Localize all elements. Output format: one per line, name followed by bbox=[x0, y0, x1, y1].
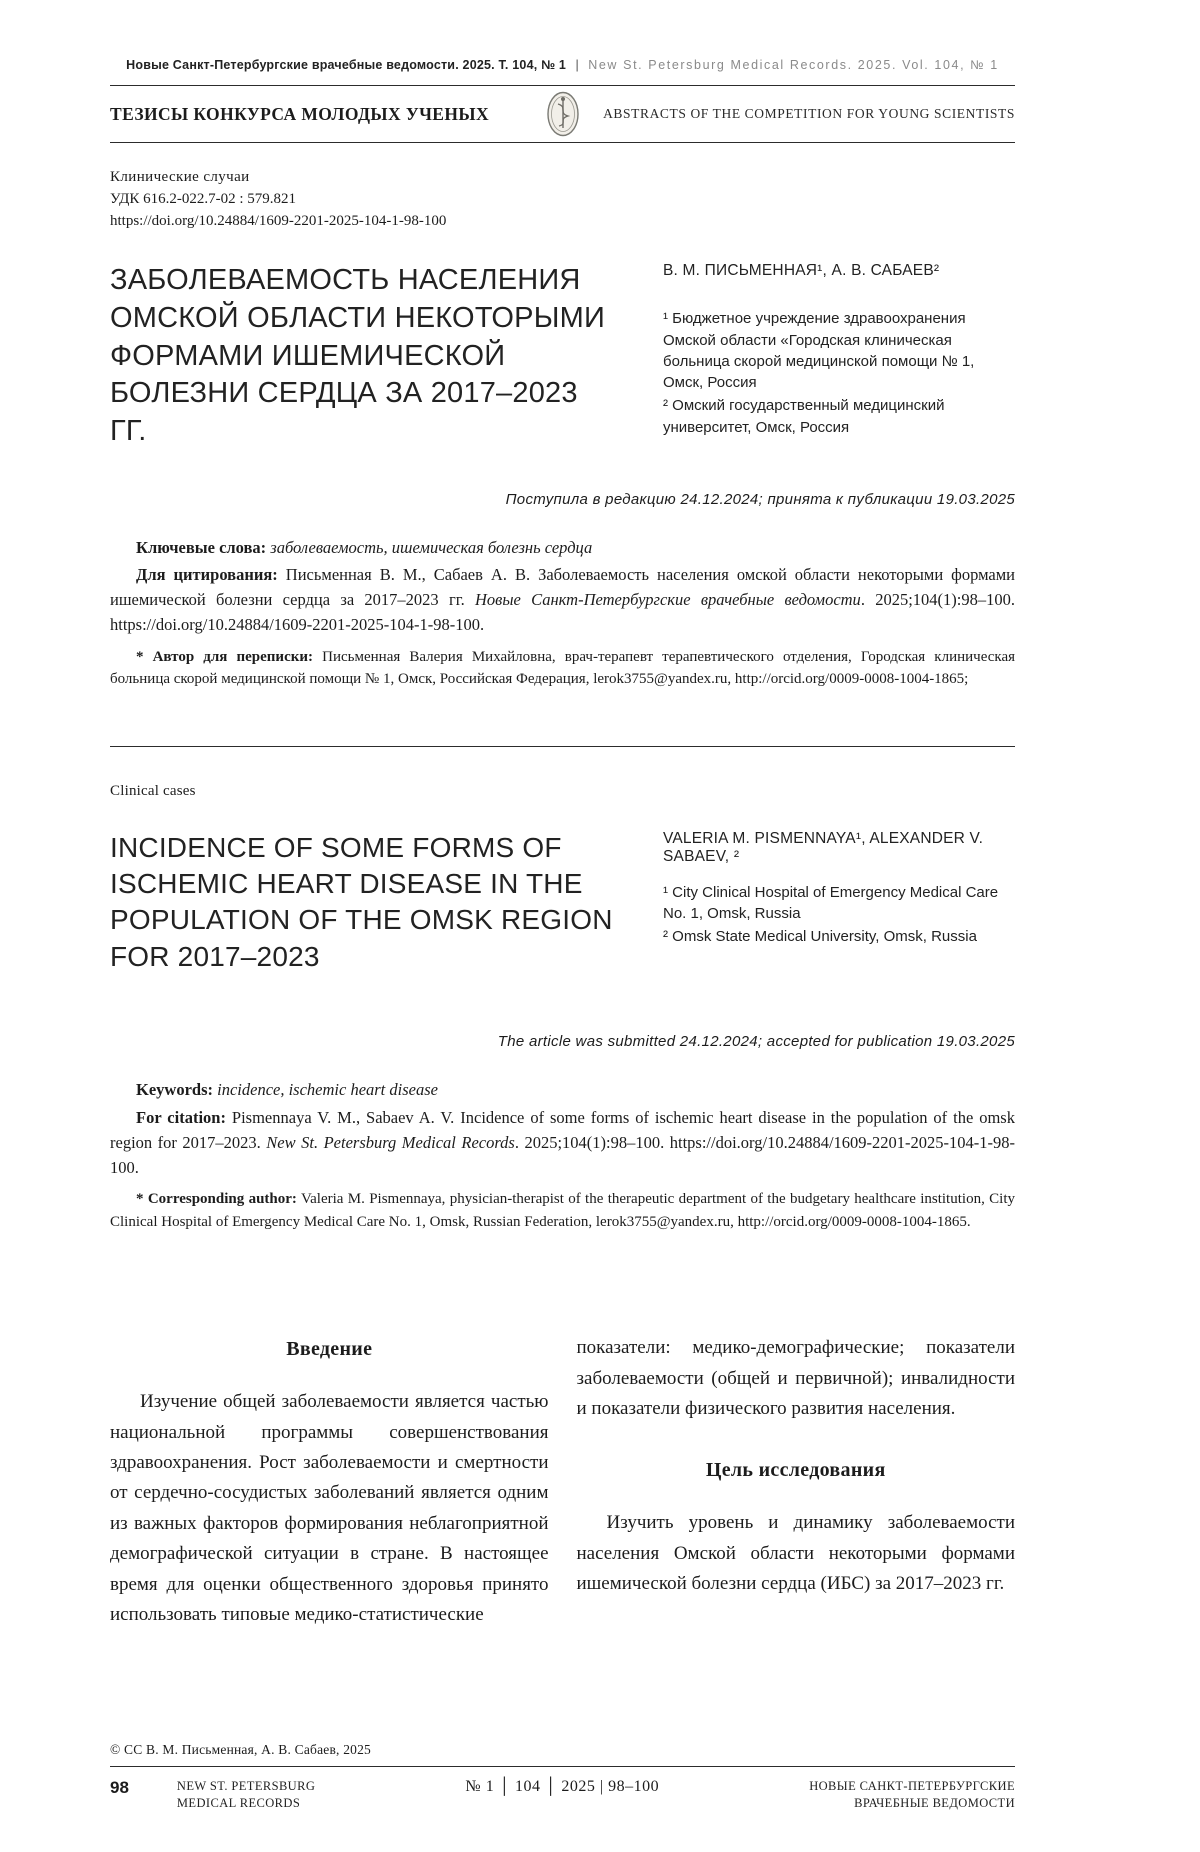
citation-ru bbox=[110, 563, 1015, 637]
citation-journal-ru: Новые Санкт-Петербургские врачебные ведомости bbox=[475, 590, 861, 610]
citation-text-en: Pismennaya V. M., Sabaev A. V. Incidence of some forms of ischemic heart disease in the population of the omsk region for 2017–2023. bbox=[110, 1108, 1015, 1152]
running-head-separator: | bbox=[575, 58, 579, 72]
section-band-title-ru: ТЕЗИСЫ КОНКУРСА МОЛОДЫХ УЧЕНЫХ bbox=[110, 103, 490, 124]
keywords-value-en: incidence, ischemic heart disease bbox=[217, 1080, 438, 1100]
keywords-citation-block-en bbox=[110, 1078, 1015, 1233]
keywords-value-ru: заболеваемость, ишемическая болезнь сердца bbox=[270, 537, 593, 557]
udc-code: УДК 616.2-022.7-02 : 579.821 bbox=[110, 190, 296, 207]
title-block-en bbox=[110, 830, 1015, 976]
citation-text-ru: Письменная В. М., Сабаев А. В. Заболеваемость населения омской области некоторыми формами ишемической болезни сердца за 2017–2023 гг. bbox=[110, 565, 1016, 610]
corresponding-author-en bbox=[110, 1188, 1015, 1233]
citation-journal-en: New St. Petersburg Medical Records bbox=[266, 1132, 515, 1152]
corresponding-text-en: Valeria M. Pismennaya, physician-therapist of the therapeutic department of the budgetary healthcare institution, City Clinical Hospital of Emergency Medical Care No. 1, Omsk, Russian Federation, lerok3755@yandex.ru, http://orcid.org/0009-0008-1004-1865. bbox=[110, 1191, 1015, 1230]
intro-heading: Введение bbox=[286, 1338, 373, 1361]
keywords-label-en: Keywords: bbox=[136, 1080, 213, 1100]
authors-ru: В. М. ПИСЬМЕННАЯ¹, А. В. САБАЕВ² bbox=[663, 262, 940, 280]
corresponding-text-ru: Письменная Валерия Михайловна, врач-терапевт терапевтического отделения, Городская клиническая больница скорой медицинской помощи № 1, Омск, Российская Федерация, lerok3755@yandex.ru, http://orcid.org/0009-0008-1004-1865; bbox=[110, 648, 1016, 688]
corresponding-label-en: * Corresponding author: bbox=[136, 1191, 297, 1208]
submission-dates-ru: Поступила в редакцию 24.12.2024; принята к публикации 19.03.2025 bbox=[505, 490, 1015, 508]
citation-label-en: For citation: bbox=[136, 1108, 226, 1127]
body-column-left bbox=[110, 1333, 549, 1630]
journal-emblem-icon bbox=[546, 91, 580, 137]
doi-link: https://doi.org/10.24884/1609-2201-2025-104-1-98-100 bbox=[110, 212, 447, 229]
footer-row bbox=[110, 1778, 1015, 1812]
affiliations-ru bbox=[663, 308, 1015, 438]
article-title-en: INCIDENCE OF SOME FORMS OF ISCHEMIC HEART DISEASE IN THE POPULATION OF THE OMSK REGION FOR 2017–2023 bbox=[110, 831, 613, 972]
citation-label-ru: Для цитирования: bbox=[136, 565, 278, 585]
article-meta bbox=[110, 167, 1015, 232]
submission-dates-en: The article was submitted 24.12.2024; accepted for publication 19.03.2025 bbox=[497, 1033, 1015, 1051]
footer-journal-ru bbox=[809, 1778, 1015, 1812]
footer-journal-en-line2: MEDICAL RECORDS bbox=[176, 1796, 301, 1811]
affiliations-en bbox=[663, 882, 1015, 948]
page-number: 98 bbox=[110, 1778, 129, 1798]
citation-tail-en: . 2025;104(1):98–100. https://doi.org/10.24884/1609-2201-2025-104-1-98-100. bbox=[110, 1132, 1015, 1177]
article-section-label-ru: Клинические случаи bbox=[110, 169, 250, 185]
page-footer bbox=[110, 1742, 1015, 1812]
article-title-ru: ЗАБОЛЕВАЕМОСТЬ НАСЕЛЕНИЯ ОМСКОЙ ОБЛАСТИ НЕКОТОРЫМИ ФОРМАМИ ИШЕМИЧЕСКОЙ БОЛЕЗНИ СЕРДЦА ЗА 2017–2023 ГГ. bbox=[110, 264, 605, 447]
affiliation-ru-2: ² Омский государственный медицинский университет, Омск, Россия bbox=[663, 397, 945, 436]
aim-paragraph-1: Изучить уровень и динамику заболеваемости населения Омской области некоторыми формами ишемической болезни сердца (ИБС) за 2017–2023 гг. bbox=[576, 1512, 1015, 1595]
keywords-citation-block-ru bbox=[110, 536, 1015, 691]
title-block-ru bbox=[110, 262, 1015, 450]
citation-en bbox=[110, 1106, 1015, 1180]
body-column-right bbox=[577, 1333, 1016, 1630]
corresponding-author-ru bbox=[110, 646, 1015, 691]
footer-journal-ru-line1: НОВЫЕ САНКТ-ПЕТЕРБУРГСКИЕ bbox=[809, 1779, 1015, 1794]
affiliation-ru-1: ¹ Бюджетное учреждение здравоохранения Омской области «Городская клиническая больница скорой медицинской помощи № 1, Омск, Россия bbox=[663, 310, 975, 392]
running-head-en: New St. Petersburg Medical Records. 2025. Vol. 104, № 1 bbox=[588, 58, 999, 72]
keywords-label-ru: Ключевые слова: bbox=[136, 537, 267, 557]
footer-rule bbox=[110, 1766, 1015, 1767]
aim-heading: Цель исследования bbox=[705, 1459, 886, 1482]
running-head bbox=[110, 58, 1015, 72]
copyright-line: © СС В. М. Письменная, А. В. Сабаев, 2025 bbox=[110, 1742, 372, 1758]
affiliation-en-1: ¹ City Clinical Hospital of Emergency Medical Care No. 1, Omsk, Russia bbox=[663, 883, 999, 922]
intro-paragraph-2: показатели: медико-демографические; показатели заболеваемости (общей и первичной); инвалидности и показатели физического развития населения. bbox=[576, 1337, 1015, 1420]
intro-paragraph-1: Изучение общей заболеваемости является частью национальной программы совершенствования здравоохранения. Рост заболеваемости и смертности от сердечно-сосудистых заболеваний является одним из важных факторов формирования неблагоприятной демографической ситуации в стране. В настоящее время для оценки общественного здоровья принято использовать типовые медико-статистические bbox=[110, 1391, 549, 1625]
affiliation-en-2: ² Omsk State Medical University, Omsk, Russia bbox=[663, 928, 977, 946]
footer-journal-en-line1: NEW ST. PETERSBURG bbox=[176, 1779, 316, 1794]
section-band bbox=[110, 85, 1015, 143]
footer-issue-info: № 1 │ 104 │ 2025 | 98–100 bbox=[465, 1778, 660, 1796]
running-head-ru: Новые Санкт-Петербургские врачебные ведомости. 2025. Т. 104, № 1 bbox=[126, 58, 567, 72]
footer-journal-ru-line2: ВРАЧЕБНЫЕ ВЕДОМОСТИ bbox=[854, 1796, 1015, 1811]
article-body bbox=[110, 1333, 1015, 1630]
section-divider bbox=[110, 746, 1015, 747]
keywords-en bbox=[110, 1078, 1015, 1103]
authors-en: VALERIA M. PISMENNAYA¹, ALEXANDER V. SABAEV, ² bbox=[663, 829, 984, 865]
citation-tail-ru: . 2025;104(1):98–100. https://doi.org/10.24884/1609-2201-2025-104-1-98-100. bbox=[110, 590, 1015, 634]
section-band-title-en: ABSTRACTS OF THE COMPETITION FOR YOUNG SCIENTISTS bbox=[603, 106, 1015, 121]
keywords-ru bbox=[110, 536, 1015, 561]
article-section-label-en: Clinical cases bbox=[110, 782, 196, 799]
footer-journal-en bbox=[177, 1778, 315, 1812]
corresponding-label-ru: * Автор для переписки: bbox=[136, 648, 314, 665]
